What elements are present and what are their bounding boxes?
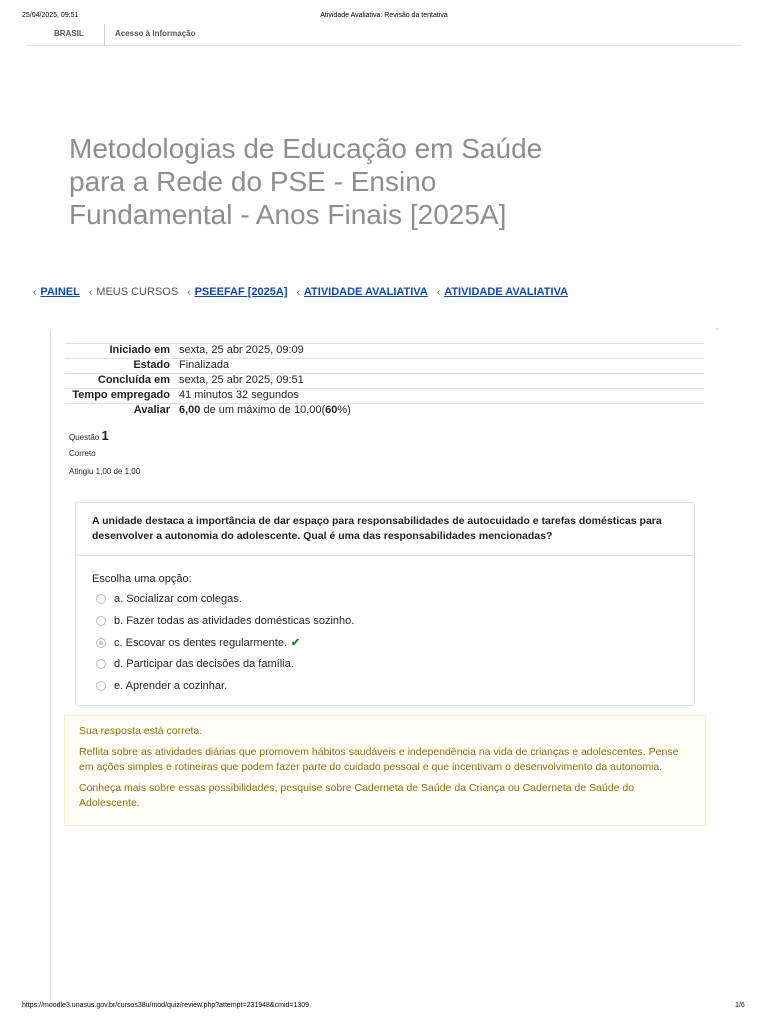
summary-label: Avaliar [65, 404, 179, 419]
print-page-number: 1/6 [735, 1002, 745, 1009]
summary-value: 41 minutos 32 segundos [179, 389, 704, 404]
summary-value: Finalizada [179, 359, 704, 374]
answer-prompt: Escolha uma opção: [92, 573, 192, 585]
print-url: https://moodle3.unasus.gov.br/cursos38u/mod/quiz/review.php?attempt=231948&cmid=1309 [22, 1002, 310, 1009]
answer-option-b[interactable] [96, 615, 354, 627]
answer-option-c[interactable] [96, 636, 300, 649]
feedback-more-info: Conheça mais sobre essas possibilidades, pesquise sobre Caderneta de Saúde da Criança ou Caderneta de Saúde do Adolescente. [79, 782, 635, 809]
acesso-informacao-link[interactable]: Acesso à informação [115, 29, 196, 38]
question-text: A unidade destaca a importância de dar espaço para responsabilidades de autocuidado e tarefas domésticas para desenvolver a autonomia do adolescente. Qual é uma das responsabilidades mencionadas? [76, 503, 694, 556]
summary-row-grade [65, 404, 704, 419]
grade-text: de um máximo de 10,00( [200, 404, 326, 416]
summary-value: sexta, 25 abr 2025, 09:51 [179, 374, 704, 389]
radio-button[interactable] [96, 594, 106, 604]
content-border-corner [716, 328, 718, 330]
chevron-left-icon: ‹ [187, 287, 191, 298]
breadcrumb-meus-cursos: MEUS CURSOS [96, 286, 179, 298]
answer-option-e[interactable] [96, 680, 227, 692]
option-label: e. Aprender a cozinhar. [114, 680, 228, 692]
summary-label: Iniciado em [65, 344, 179, 359]
chevron-left-icon: ‹ [33, 287, 37, 298]
answer-option-d[interactable] [96, 658, 294, 670]
option-label: b. Fazer todas as atividades domésticas sozinho. [114, 615, 355, 627]
summary-label: Tempo empregado [65, 389, 179, 404]
summary-row-completed [65, 374, 704, 389]
grade-score: 6,00 [179, 404, 201, 416]
answer-feedback [64, 715, 706, 826]
print-page-title: Atividade Avaliativa: Revisão da tentativa [320, 12, 448, 19]
question-number [69, 428, 169, 443]
chevron-left-icon: ‹ [436, 287, 441, 298]
summary-value [179, 404, 704, 419]
question-mark: Atingiu 1,00 de 1,00 [69, 467, 141, 476]
breadcrumb-section[interactable]: ATIVIDADE AVALIATIVA [303, 286, 428, 298]
breadcrumb-quiz[interactable]: ATIVIDADE AVALIATIVA [444, 286, 569, 298]
option-label: c. Escovar os dentes regularmente. [114, 636, 288, 649]
content-border [50, 330, 51, 1000]
summary-label: Concluída em [65, 374, 179, 389]
summary-row-state [65, 359, 704, 374]
breadcrumb [33, 286, 574, 298]
answer-option-a[interactable] [96, 593, 242, 605]
feedback-general: Reflita sobre as atividades diárias que promovem hábitos saudáveis e independência na vida de crianças e adolescentes. Pense em ações simples e rotineiras que podem fazer parte do cuidado pessoal e que incentivam o desenvolvimento da autonomia. [79, 746, 679, 773]
radio-button[interactable] [96, 681, 106, 691]
question-label: Questão [69, 433, 100, 442]
radio-button[interactable] [96, 659, 106, 669]
question-number-value: 1 [101, 428, 109, 443]
course-title: Metodologias de Educação em Saúde para a Rede do PSE - Ensino Fundamental - Anos Finais [2025A] [69, 133, 543, 230]
divider [104, 24, 105, 46]
check-icon: ✔ [291, 637, 301, 649]
chevron-left-icon: ‹ [88, 287, 93, 298]
breadcrumb-painel[interactable]: PAINEL [40, 286, 80, 298]
attempt-summary-table [65, 343, 704, 418]
grade-text-end: %) [337, 404, 351, 416]
summary-row-time [65, 389, 704, 404]
chevron-left-icon: ‹ [296, 287, 300, 298]
question-formulation [75, 502, 695, 706]
brasil-link[interactable]: BRASIL [54, 29, 84, 38]
print-date: 25/04/2025, 09:51 [22, 12, 79, 19]
summary-value: sexta, 25 abr 2025, 09:09 [179, 344, 704, 359]
breadcrumb-course[interactable]: PSEEFAF [2025A] [194, 286, 288, 298]
option-label: a. Socializar com colegas. [114, 593, 242, 605]
feedback-correct: Sua resposta está correta. [79, 725, 203, 737]
summary-label: Estado [65, 359, 179, 374]
radio-button-selected[interactable] [96, 638, 106, 648]
gov-top-bar [26, 24, 742, 46]
grade-percent: 60 [325, 404, 338, 416]
question-info [69, 428, 169, 476]
question-state: Correto [69, 449, 96, 458]
option-label: d. Participar das decisões da família. [114, 658, 294, 670]
summary-row-started [65, 344, 704, 359]
radio-button[interactable] [96, 616, 106, 626]
